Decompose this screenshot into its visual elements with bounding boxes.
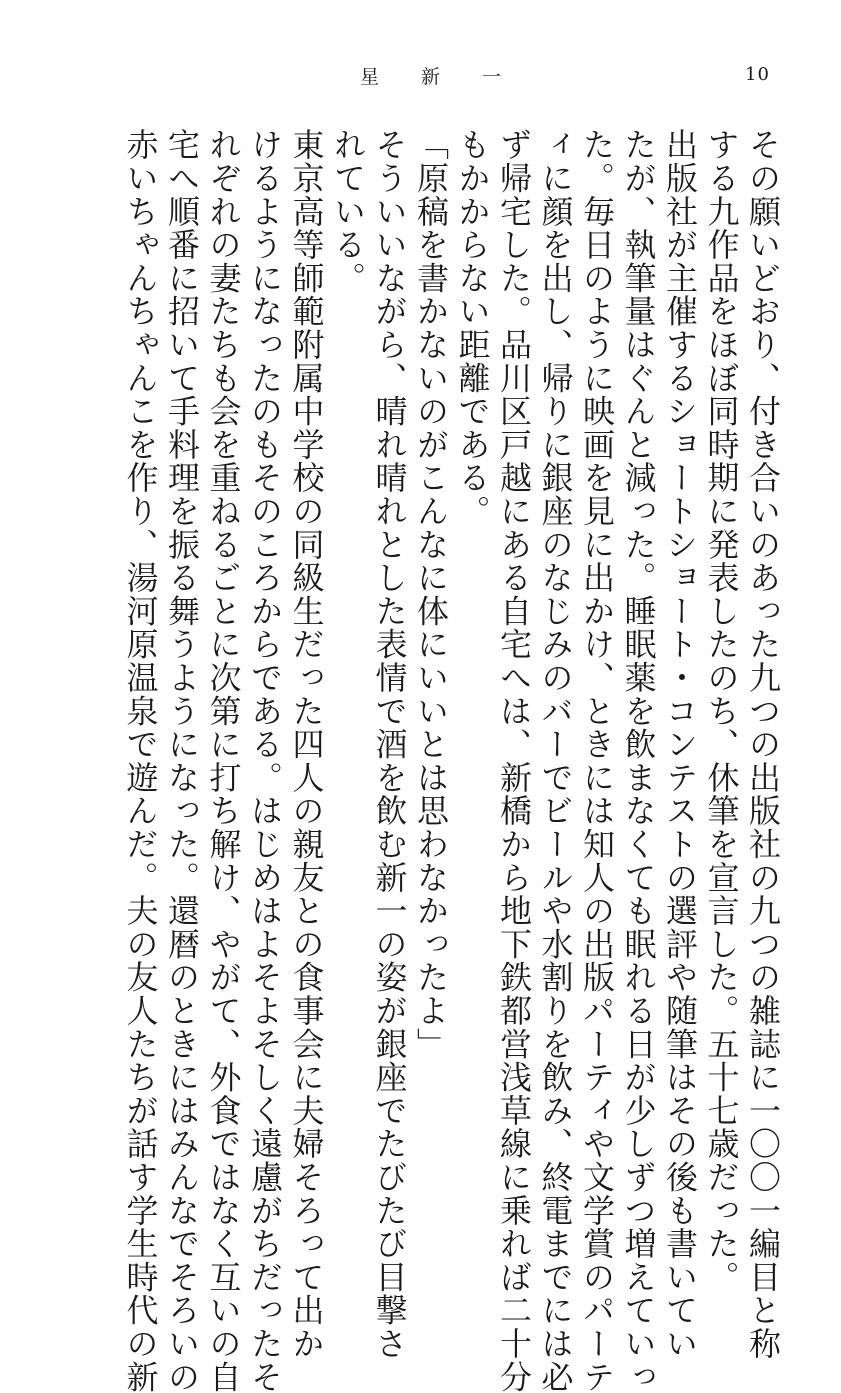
text-line: 宅へ順番に招いて手料理を振る舞うようになった。還暦のときにはみんなでそろいの <box>163 128 201 1393</box>
text-line: けるようになったのもそのころからである。はじめはよそよそしく遠慮がちだったそ <box>246 128 284 1393</box>
text-line: 東京高等師範附属中学校の同級生だった四人の親友との食事会に夫婦そろって出か <box>287 128 326 1361</box>
text-line: れぞれの妻たちも会を重ねるごとに次第に打ち解け、やがて、外食ではなく互いの自 <box>204 128 243 1393</box>
text-line: 「原稿を書かないのがこんなに体にいいとは思わなかったよ」 <box>412 128 450 1061</box>
text-line: れている。 <box>329 128 367 295</box>
vertical-body-text <box>103 128 783 1393</box>
text-line: する九作品をほぼ同時期に発表したのち、休筆を宣言した。五十七歳だった。 <box>702 128 741 1294</box>
text-line: そういいながら、晴れ晴れとした表情で酒を飲む新一の姿が銀座でたびたび目撃さ <box>370 128 409 1361</box>
text-line: たが、執筆量はぐんと減った。睡眠薬を飲まなくても眠れる日が少しずつ増えていっ <box>619 128 658 1393</box>
page-number: 10 <box>745 64 770 85</box>
text-line: その願いどおり、付き合いのあった九つの出版社の九つの雑誌に一〇〇一編目と称 <box>744 128 782 1361</box>
running-title: 星新一 <box>360 66 544 88</box>
text-line: もかからない距離である。 <box>453 128 492 528</box>
text-line: ず帰宅した。品川区戸越にある自宅へは、新橋から地下鉄都営浅草線に乗れば二十分 <box>495 128 533 1393</box>
text-line: 赤いちゃんちゃんこを作り、湯河原温泉で遊んだ。夫の友人たちが話す学生時代の新 <box>121 128 160 1393</box>
text-line: 出版社が主催するショートショート・コンテストの選評や随筆はその後も書いてい <box>661 128 699 1361</box>
text-line: た。毎日のように映画を見に出かけ、ときには知人の出版パーティや文学賞のパーテ <box>578 128 616 1393</box>
text-line: ィに顔を出し、帰りに銀座のなじみのバーでビールや水割りを飲み、終電までには必 <box>536 128 575 1393</box>
